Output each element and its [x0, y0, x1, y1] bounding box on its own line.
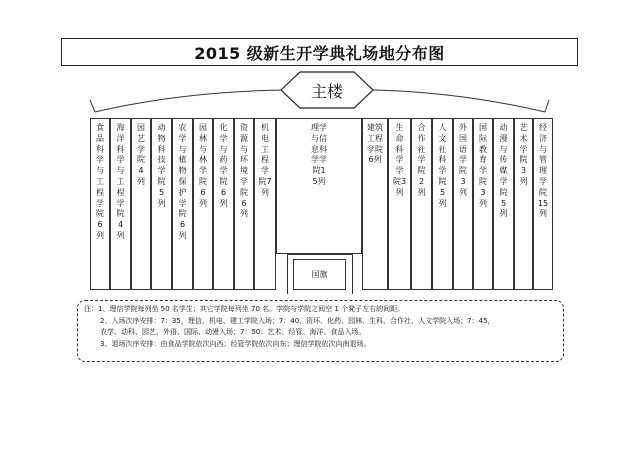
- column-label: 国际教育学院3列: [479, 123, 487, 208]
- column-label: 合作社学院2列: [417, 123, 426, 197]
- note-line-2: 2、入场次序安排：7：35，理信、机电、建工学院入场；7：40，资环、化药、园林、生科、合作社、人文学院入场；7：45，: [100, 316, 495, 325]
- column-label: 资源与环境学院6列: [240, 123, 248, 219]
- column-label: 园林与林学院6列: [199, 123, 207, 208]
- col-food-science: [90, 118, 110, 290]
- column-label: 建筑工程学院6列: [367, 123, 383, 165]
- col-architecture: [362, 118, 388, 290]
- note-line-1: 注：1、理信学院每列坐 50 名学生；其它学院每列坐 70 名。学院与学院之间空 1 个凳子左右的间距。: [84, 305, 405, 313]
- col-international-education: [473, 118, 493, 290]
- col-life-science: [388, 118, 411, 290]
- column-label: 生命科学学院3列: [392, 123, 407, 197]
- col-science-information: [276, 118, 362, 254]
- col-horticulture: [131, 118, 151, 290]
- column-label: 动漫与传媒学院5列: [499, 123, 508, 219]
- col-animal-science: [151, 118, 172, 290]
- col-agronomy: [172, 118, 193, 290]
- left-arc-line: [95, 90, 281, 112]
- note-line-4: 3、退场次序安排：由食品学院依次向西；经管学院依次向东；理信学院依次向南退场。: [100, 339, 371, 348]
- col-arts: [514, 118, 533, 290]
- column-label: 海洋科学与工程学院4列: [116, 123, 125, 240]
- column-label: 化学与药学院6列: [219, 123, 228, 208]
- column-label: 食品科学与工程学院6列: [96, 123, 104, 240]
- col-resources-environment: [234, 118, 254, 290]
- notes-box: [77, 300, 564, 362]
- col-animation: [493, 118, 514, 290]
- col-humanities: [432, 118, 453, 290]
- col-chemistry-pharmacy: [213, 118, 234, 290]
- col-cooperative: [411, 118, 432, 290]
- note-line-3: 农学、动科、园艺、外语、国际、动漫入场；7：50：艺术、经管、海洋、食品入场。: [100, 328, 366, 336]
- right-end-tick: [545, 100, 549, 112]
- flag-box: [293, 259, 346, 290]
- column-label: 外国语学院3列: [459, 123, 467, 197]
- col-foreign-languages: [453, 118, 473, 290]
- column-label: 理学与信息科学学院15列: [311, 123, 327, 186]
- flag-label: 国旗: [311, 270, 328, 279]
- column-label: 农学与植物保护学院6列: [178, 123, 187, 240]
- col-economics-management: [533, 118, 553, 290]
- col-ocean-engineering: [110, 118, 131, 290]
- col-forestry: [193, 118, 213, 290]
- column-label: 人文社科学院5列: [438, 123, 447, 208]
- column-label: 经济与管理学院15列: [537, 123, 549, 219]
- column-label: 动物科技学院5列: [157, 123, 166, 208]
- main-building-label: 主楼: [310, 81, 343, 101]
- left-end-tick: [90, 100, 95, 112]
- column-label: 机电工程学院7列: [258, 123, 272, 197]
- right-arc-line: [373, 90, 545, 112]
- page-title: 2015 级新生开学典礼场地分布图: [194, 43, 445, 63]
- col-mechanical: [254, 118, 276, 290]
- column-label: 艺术学院3列: [519, 123, 528, 186]
- column-label: 园艺学院4列: [137, 123, 145, 186]
